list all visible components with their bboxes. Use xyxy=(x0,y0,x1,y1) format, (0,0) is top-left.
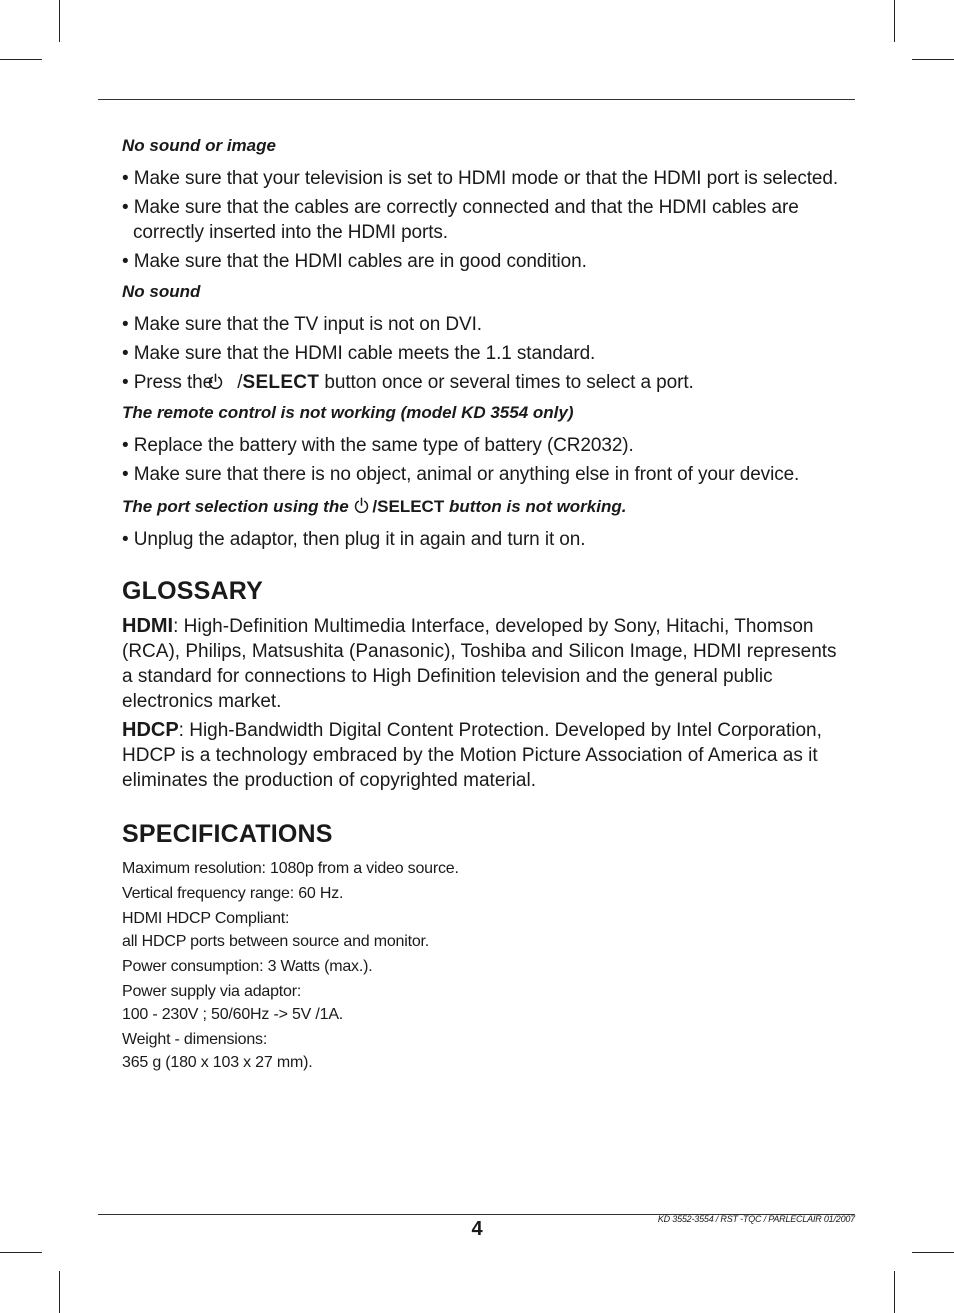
glossary-definition: : High-Bandwidth Digital Content Protection. Developed by Intel Corporation, HDCP is a technology embraced by the Motion Picture Association of America as it eliminates the production of copyrighted material. xyxy=(122,720,822,791)
section-heading xyxy=(122,495,842,519)
spec-line: Weight - dimensions: xyxy=(122,1031,268,1048)
crop-mark xyxy=(912,59,954,60)
troubleshoot-section xyxy=(122,495,842,552)
glossary-entry xyxy=(122,718,842,793)
document-reference: KD 3552-3554 / RST -TQC / PARLECLAIR 01/2007 xyxy=(657,1214,855,1224)
specifications-title: SPECIFICATIONS xyxy=(122,820,333,848)
power-icon xyxy=(218,372,235,389)
list-item: • Make sure that the TV input is not on DVI. xyxy=(122,314,482,335)
crop-mark xyxy=(0,1252,42,1253)
list-item-text: button once or several times to select a port. xyxy=(319,372,694,393)
list-item-text: • Press the xyxy=(122,372,219,393)
spec-line: Power consumption: 3 Watts (max.). xyxy=(122,958,373,975)
spec-line: all HDCP ports between source and monitor. xyxy=(122,933,430,950)
list-item: • Make sure that the HDMI cable meets the 1.1 standard. xyxy=(122,343,596,364)
crop-mark xyxy=(59,1271,60,1313)
spec-item xyxy=(122,980,842,1026)
list-item: • Make sure that the HDMI cables are in good condition. xyxy=(122,251,587,272)
glossary-term: HDCP xyxy=(122,719,179,741)
crop-mark xyxy=(0,59,42,60)
glossary-title: GLOSSARY xyxy=(122,577,263,605)
spec-line: Maximum resolution: 1080p from a video source. xyxy=(122,860,459,877)
list-item: • Make sure that there is no object, animal or anything else in front of your device. xyxy=(122,464,800,485)
spec-line: Vertical frequency range: 60 Hz. xyxy=(122,885,344,902)
troubleshoot-section xyxy=(122,280,842,395)
power-icon xyxy=(353,497,370,514)
list-item: • Make sure that your television is set to HDMI mode or that the HDMI port is selected. xyxy=(122,168,839,189)
page-content xyxy=(122,134,842,1074)
slash-text: / xyxy=(237,372,243,393)
heading-text: button is not working. xyxy=(444,497,627,516)
crop-mark xyxy=(894,1271,895,1313)
section-heading: The remote control is not working (model KD 3554 only) xyxy=(122,403,574,422)
crop-mark xyxy=(912,1252,954,1253)
specifications-section xyxy=(122,819,842,1074)
spec-item xyxy=(122,857,842,880)
spec-item xyxy=(122,882,842,905)
select-label: SELECT xyxy=(242,372,320,393)
top-rule xyxy=(98,99,855,100)
section-heading: No sound or image xyxy=(122,136,276,155)
section-heading: No sound xyxy=(122,282,201,301)
spec-line: 365 g (180 x 103 x 27 mm). xyxy=(122,1054,313,1071)
heading-text: The port selection using the xyxy=(122,497,354,516)
crop-mark xyxy=(59,0,60,42)
spec-line: Power supply via adaptor: xyxy=(122,983,302,1000)
crop-mark xyxy=(894,0,895,42)
spec-line: HDMI HDCP Compliant: xyxy=(122,910,290,927)
spec-item xyxy=(122,955,842,978)
spec-line: 100 - 230V ; 50/60Hz -> 5V /1A. xyxy=(122,1006,344,1023)
list-item xyxy=(122,370,842,395)
spec-item xyxy=(122,907,842,953)
list-item: • Replace the battery with the same type of battery (CR2032). xyxy=(122,435,634,456)
troubleshoot-section xyxy=(122,401,842,487)
glossary-section xyxy=(122,576,842,793)
list-item: • Unplug the adaptor, then plug it in again and turn it on. xyxy=(122,529,586,550)
glossary-term: HDMI xyxy=(122,615,174,637)
glossary-entry xyxy=(122,614,842,714)
page-number: 4 xyxy=(471,1218,483,1240)
spec-item xyxy=(122,1028,842,1074)
troubleshoot-section xyxy=(122,134,842,274)
glossary-definition: : High-Definition Multimedia Interface, developed by Sony, Hitachi, Thomson (RCA), Philips, Matsushita (Panasonic), Toshiba and Silicon Image, HDMI represents a standard for connections to High Definition television and the general public electronics market. xyxy=(122,616,837,712)
select-label: /SELECT xyxy=(372,497,445,516)
list-item: • Make sure that the cables are correctly connected and that the HDMI cables are correctly inserted into the HDMI ports. xyxy=(122,197,799,243)
